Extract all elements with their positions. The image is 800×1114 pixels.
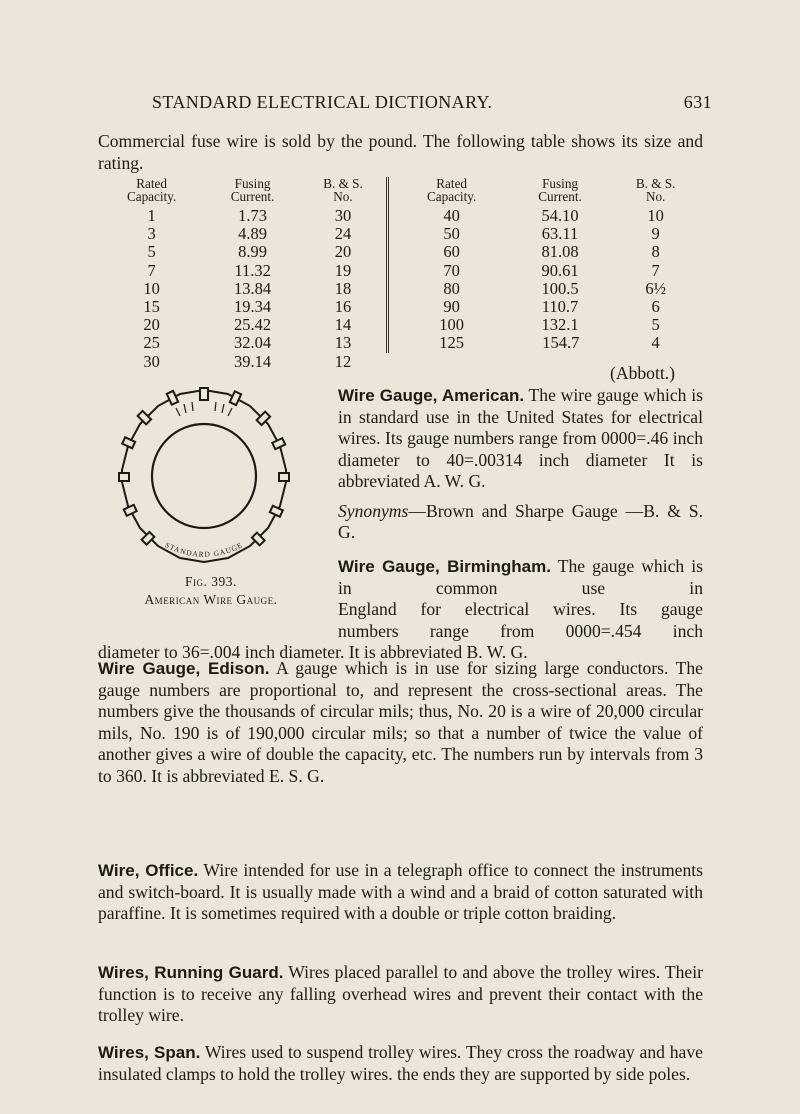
fusing-current-cell: 19.34 bbox=[234, 297, 272, 317]
bs-number-cell: 6½ bbox=[645, 278, 666, 298]
entry-wires-running-guard bbox=[98, 962, 703, 1027]
figure-number: Fig. 393. bbox=[185, 574, 237, 589]
entry-text: The wire gauge which is in standard use in the United States for electrical wires. Its gauge numbers range from 0000=.46 inch diameter to 40=.00314 inch diameter It is abbreviated A. W. G. bbox=[338, 385, 703, 491]
rated-capacity-cell: 50 bbox=[443, 224, 460, 244]
table-row bbox=[388, 316, 701, 334]
table-row bbox=[98, 316, 386, 334]
entry-synonyms bbox=[338, 501, 703, 544]
fusing-current-cell: 1.73 bbox=[238, 206, 267, 225]
entry-term: Wire Gauge, American. bbox=[338, 386, 525, 405]
table-row bbox=[388, 243, 701, 261]
table-row bbox=[388, 207, 701, 225]
bs-number-cell: 13 bbox=[334, 333, 352, 353]
entry-term: Wire Gauge, Birmingham. bbox=[338, 557, 551, 576]
table-row bbox=[98, 280, 386, 298]
entry-wires-span bbox=[98, 1042, 703, 1085]
fusing-current-cell: 11.32 bbox=[234, 260, 271, 280]
table-header-row bbox=[388, 177, 701, 207]
fusing-current-cell: 100.5 bbox=[541, 278, 579, 298]
table-row bbox=[388, 225, 701, 243]
gauge-tick-marks bbox=[176, 402, 232, 416]
entry-wire-gauge-birmingham bbox=[98, 556, 703, 664]
rated-capacity-cell: 90 bbox=[443, 297, 460, 317]
table-row bbox=[388, 280, 701, 298]
right-column bbox=[338, 385, 703, 544]
entry-term: Wire Gauge, Edison. bbox=[98, 659, 270, 678]
fuse-table-right bbox=[386, 177, 700, 353]
entry-text: Wire intended for use in a telegraph office to connect the instruments and switch-board. It is usually made with a wind and a braid of cotton saturated with paraffine. It is sometimes required with a double or triple cotton braiding. bbox=[98, 860, 703, 923]
wire-gauge-figure bbox=[114, 386, 294, 566]
bs-number-cell: 14 bbox=[334, 315, 352, 335]
table-row bbox=[98, 262, 386, 280]
column-header bbox=[611, 177, 700, 207]
gauge-plate-text: STANDARD GAUGE bbox=[163, 540, 245, 559]
table-row bbox=[98, 334, 386, 352]
table-row bbox=[388, 298, 701, 316]
fusing-current-cell: 8.99 bbox=[238, 242, 267, 262]
running-title: STANDARD ELECTRICAL DICTIONARY. bbox=[152, 92, 493, 112]
fusing-current-cell: 90.61 bbox=[541, 260, 579, 280]
rated-capacity-cell: 100 bbox=[439, 315, 465, 335]
rated-capacity-cell: 30 bbox=[143, 351, 160, 371]
entry-text-line: numbers range from 0000=.454 inch bbox=[338, 620, 703, 641]
bs-number-cell: 4 bbox=[651, 333, 660, 353]
fusing-current-cell: 132.1 bbox=[541, 315, 579, 335]
table-row bbox=[98, 243, 386, 261]
table-row bbox=[98, 207, 386, 225]
page-number: 631 bbox=[683, 92, 712, 112]
entry-wire-gauge-edison bbox=[98, 658, 703, 787]
synonyms-label: Synonyms bbox=[338, 500, 409, 521]
entry-text: Wires placed parallel to and above the trolley wires. Their function is to receive any falling overhead wires and prevent their contact with the trolley wire. bbox=[98, 962, 703, 1025]
rated-capacity-cell: 60 bbox=[443, 242, 460, 262]
table-row bbox=[98, 225, 386, 243]
bs-number-cell: 20 bbox=[334, 242, 352, 262]
column-header bbox=[510, 177, 611, 207]
rated-capacity-cell: 25 bbox=[143, 333, 160, 353]
bs-number-cell: 18 bbox=[334, 278, 352, 298]
bs-number-cell: 10 bbox=[647, 206, 664, 225]
fusing-current-cell: 32.04 bbox=[234, 333, 272, 353]
fusing-current-cell: 13.84 bbox=[234, 278, 272, 298]
bs-number-cell: 16 bbox=[334, 297, 352, 317]
table-attribution: (Abbott.) bbox=[610, 363, 675, 383]
rated-capacity-cell: 40 bbox=[443, 206, 460, 225]
rated-capacity-cell: 70 bbox=[443, 260, 460, 280]
fusing-current-cell: 54.10 bbox=[541, 206, 579, 225]
rated-capacity-cell: 5 bbox=[147, 242, 156, 262]
figure-title: American Wire Gauge. bbox=[144, 592, 278, 607]
bs-number-cell: 7 bbox=[651, 260, 660, 280]
intro-paragraph: Commercial fuse wire is sold by the pound. The following table shows its size and rating. bbox=[98, 131, 703, 173]
fusing-current-cell: 25.42 bbox=[234, 315, 272, 335]
column-header bbox=[205, 177, 300, 207]
entry-text: Wires used to suspend trolley wires. They cross the roadway and have insulated clamps to hold the trolley wires. the ends they are supported by side poles. bbox=[98, 1042, 703, 1084]
column-header-line: B. & S. bbox=[635, 176, 676, 191]
entry-wire-office bbox=[98, 860, 703, 925]
bs-number-cell: 24 bbox=[334, 224, 352, 244]
bs-number-cell: 12 bbox=[334, 351, 352, 371]
running-head bbox=[152, 92, 712, 116]
entry-text: A gauge which is in use for sizing large conductors. The gauge numbers are proportional to, and represent the cross-sectional areas. The numbers give the thousands of circular mils; thus, No. 20 is a wire of 20,000 circular mils, No. 190 is of 190,000 circular mils; so that a number of twice the value of another gives a wire of double the capacity, etc. The numbers run by intervals from 3 to 360. It is abbreviated E. S. G. bbox=[98, 658, 703, 786]
bs-number-cell: 30 bbox=[334, 206, 352, 225]
column-header-line: No. bbox=[645, 189, 666, 204]
column-header bbox=[388, 177, 511, 207]
bs-number-cell: 6 bbox=[651, 297, 660, 317]
column-header-line: Capacity. bbox=[426, 189, 477, 204]
entry-term: Wire, Office. bbox=[98, 861, 199, 880]
rated-capacity-cell: 10 bbox=[143, 278, 160, 298]
column-header-line: Fusing bbox=[234, 176, 271, 191]
column-header-line: B. & S. bbox=[323, 176, 363, 191]
table-row bbox=[388, 334, 701, 352]
entry-term: Wires, Span. bbox=[98, 1043, 201, 1062]
fusing-current-cell: 4.89 bbox=[238, 224, 267, 244]
fusing-current-cell: 81.08 bbox=[541, 242, 579, 262]
bs-number-cell: 9 bbox=[651, 224, 660, 244]
table-row bbox=[98, 353, 386, 371]
entry-wire-gauge-american bbox=[338, 385, 703, 493]
entry-text-line: England for electrical wires. Its gauge bbox=[338, 599, 703, 619]
gauge-center-hole bbox=[152, 424, 256, 528]
entry-text-line: The gauge which is in common use in bbox=[338, 556, 703, 598]
entry-term: Wires, Running Guard. bbox=[98, 963, 284, 982]
bs-number-cell: 19 bbox=[334, 260, 352, 280]
column-header-line: Current. bbox=[230, 189, 275, 204]
rated-capacity-cell: 20 bbox=[143, 315, 160, 335]
rated-capacity-cell: 80 bbox=[443, 278, 460, 298]
column-header-line: No. bbox=[333, 189, 353, 204]
fusing-current-cell: 39.14 bbox=[234, 351, 272, 371]
column-header-line: Current. bbox=[538, 189, 582, 204]
rated-capacity-cell: 7 bbox=[147, 260, 156, 280]
fusing-current-cell: 154.7 bbox=[542, 333, 580, 353]
rated-capacity-cell: 3 bbox=[147, 224, 156, 244]
table-row bbox=[388, 262, 701, 280]
fusing-current-cell: 63.11 bbox=[541, 224, 579, 244]
fuse-table-left bbox=[98, 177, 386, 371]
table-row bbox=[98, 298, 386, 316]
bs-number-cell: 5 bbox=[651, 315, 660, 335]
table-header-row bbox=[98, 177, 386, 207]
column-header-line: Capacity. bbox=[126, 189, 177, 204]
rated-capacity-cell: 15 bbox=[143, 297, 160, 317]
rated-capacity-cell: 1 bbox=[147, 206, 156, 225]
bs-number-cell: 8 bbox=[651, 242, 660, 262]
rated-capacity-cell: 125 bbox=[439, 333, 465, 353]
fusing-current-cell: 110.7 bbox=[541, 297, 579, 317]
column-header-line: Fusing bbox=[542, 176, 579, 191]
column-header-line: Rated bbox=[436, 176, 468, 191]
column-header bbox=[300, 177, 386, 207]
entry-text-line: diameter to 36=.004 inch diameter. It is abbreviated B. W. G. bbox=[98, 642, 528, 662]
gauge-slots bbox=[119, 388, 289, 545]
column-header bbox=[98, 177, 205, 207]
column-header-line: Rated bbox=[136, 176, 167, 191]
synonyms-text: —Brown and Sharpe Gauge —B. & S. G. bbox=[338, 500, 703, 542]
